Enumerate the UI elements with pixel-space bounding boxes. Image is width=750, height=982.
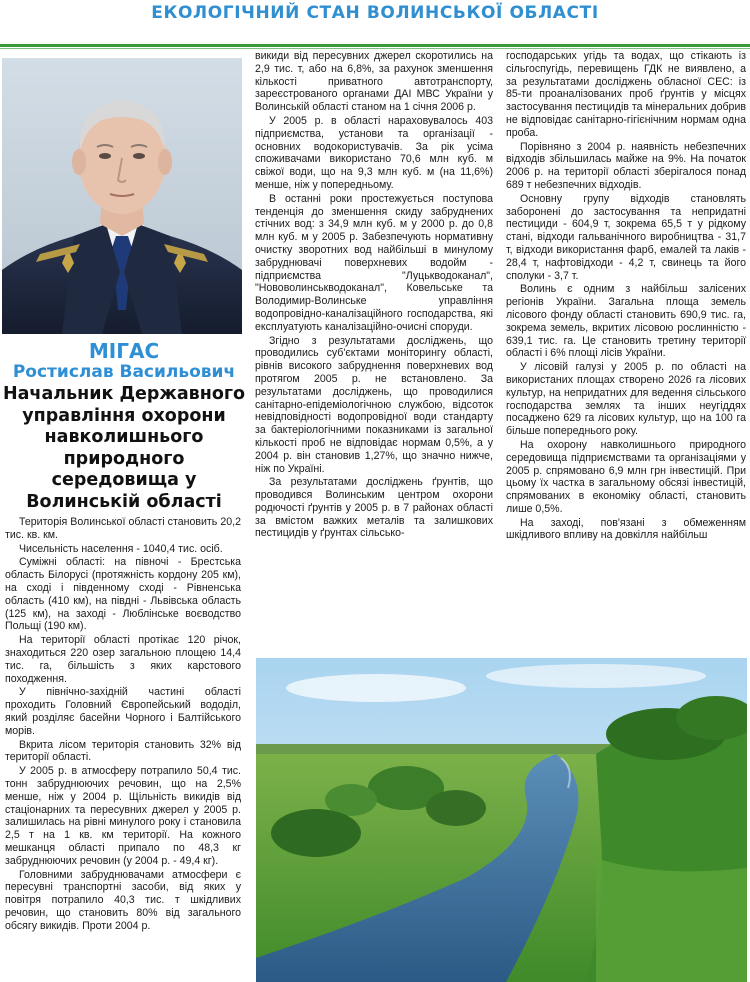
- paragraph: У 2005 р. в атмосферу потрапило 50,4 тис. тонн забруднюючих речовин, що на 2,5% менше, ніж у 2004 р. Щільність викидів від стаціонарних та пересувних джерел у 2005 р. залишилась на рівні минулого року і становила 2,5 т на 1 кв. км території. На кожного мешканця області припало по 48,3 кг забруднюючих речовин (у 2004 р. - 49,4 кг).: [5, 765, 241, 867]
- paragraph: Порівняно з 2004 р. наявність небезпечних відходів збільшилась майже на 9%. На початок 2006 р. на території області зберігалося понад 689 т небезпечних відходів.: [506, 140, 746, 191]
- paragraph: Головними забруднювачами атмосфери є пересувні транспортні засоби, від яких у повітря потрапило 40,3 тис. т шкідливих речовин, що становить 80% від загального обсягу викидів. Проти 2004 р.: [5, 868, 241, 932]
- paragraph: У 2005 р. в області нараховувалось 403 підприємства, установи та організації - основних водокористувачів. За рік усіма споживачами використано 70,6 млн куб. м свіжої води, що на 9,3 млн куб. м (на 11,6%) менше, ніж у попередньому.: [255, 114, 493, 191]
- paragraph: Територія Волинської області становить 20,2 тис. кв. км.: [5, 516, 241, 541]
- header-divider: [0, 44, 750, 47]
- paragraph: На території області протікає 120 річок, знаходиться 220 озер загальною площею 14,4 тис. га, більшість з яких карстового походження.: [5, 634, 241, 685]
- paragraph: У лісовій галузі у 2005 р. по області на використаних площах створено 2026 га лісових культур, на непридатних для ведення сільського господарства землях та інших неугіддях посаджено 629 га лісових культур, що на 100 га більше попереднього року.: [506, 361, 746, 438]
- portrait-photo: [2, 58, 242, 334]
- paragraph: В останні роки простежується поступова тенденція до зменшення скиду забруднених стічних вод: з 34,9 млн куб. м у 2000 р. до 0,8 млн куб. м у 2005 р. Забезпечують нормативну очистку зворотних вод найбільші в минулому забруднювачі поверхневих водойм - підприємства "Луцькводоканал", "Нововолинськводоканал", Ковельське та Володимир-Волинське управління водопровідно-каналізаційного господарства, які експлуатують каналізаційно-очисні споруди.: [255, 192, 493, 333]
- paragraph: Основну групу відходів становлять заборонені до застосування та непридатні пестициди - 604,9 т, зокрема 65,5 т у рідкому стані, відходи гальванічного виробництва - 31,7 т, відходи використання фарб, емалей та лаків - 28,4 т, нафтовідходи - 4,2 т, свинець та його сполуки - 3,7 т.: [506, 192, 746, 282]
- paragraph: На заході, пов'язані з обмеженням шкідливого впливу на довкілля найбільш: [506, 516, 746, 542]
- header-divider-thin: [0, 48, 750, 49]
- paragraph: господарських угідь та водах, що стікають із сільгоспугідь, перевищень ГДК не виявлено, а за результатами досліджень обласної СЕС: із 85-ти проаналізованих проб ґрунтів у місцях застосування пестицидів та мінеральних добрив не відповідає санітарно-гігієнічним нормам одна проба.: [506, 50, 746, 139]
- person-caption: [2, 340, 246, 513]
- person-position: Начальник Державного управління охорони навколишнього природного середовища у Волинській області: [2, 384, 246, 512]
- river-landscape-photo: [256, 658, 747, 982]
- paragraph: викиди від пересувних джерел скоротились на 2,9 тис. т, або на 6,8%, за рахунок зменшення кількості приватного автотранспорту, зареєстрованого органами ДАІ МВС України у Волинській області станом на 1 січня 2006 р.: [255, 50, 493, 114]
- paragraph: На охорону навколишнього природного середовища підприємствами та організаціями у 2005 р. спрямовано 6,9 млн грн інвестицій. При цьому їх частка в загальному обсязі інвестицій, спрямованих в економіку області, становить лише 0,5%.: [506, 438, 746, 515]
- portrait-illustration: [2, 58, 242, 334]
- person-given-names: Ростислав Васильович: [12, 362, 236, 382]
- page-header: [0, 0, 750, 50]
- paragraph: Згідно з результатами досліджень, що проводились суб'єктами моніторингу області, рівнів високого забруднення поверхневих вод протягом 2005 р. не встановлено. За результатами досліджень, що проводилися санітарно-епідеміологічною службою, відсоток невідповідності водопровідної води стандарту за бактеріологічними показниками із загальної кількості проб не відповідає нормам 0,5%, а у 2004 р. він становив 1,27%, що значно нижче, ніж по Україні.: [255, 334, 493, 475]
- person-surname: МІГАС: [88, 339, 160, 363]
- landscape-illustration: [256, 658, 747, 982]
- paragraph: Волинь є одним з найбільш залісених регіонів України. Загальна площа земель лісового фонду області становить 690,9 тис. га, зокрема земель, вкритих лісовою рослинністю - 639,1 тис. га. Це становить третину території області і 6% площі лісів України.: [506, 283, 746, 360]
- article-column-1: [5, 516, 241, 934]
- paragraph: Чисельність населення - 1040,4 тис. осіб.: [19, 542, 223, 555]
- paragraph: Суміжні області: на півночі - Брестська область Білорусі (протяжність кордону 205 км), на сході і південному сході - Рівненська область (410 км), на півдні - Львівська область (125 км), на заході - Люблінське воєводство Польщі (190 км).: [5, 556, 241, 633]
- article-column-3: [506, 50, 746, 650]
- paragraph: За результатами досліджень ґрунтів, що проводився Волинським центром охорони родючості ґрунтів у 2005 р. в 7 районах області за вмістом важких металів та залишкових пестицидів у ґрунтах сільсько-: [255, 476, 493, 540]
- paragraph: У північно-західній частині області проходить Головний Європейський вододіл, який розділяє басейни Чорного і Балтійського морів.: [5, 686, 241, 737]
- page-title: ЕКОЛОГІЧНИЙ СТАН ВОЛИНСЬКОЇ ОБЛАСТІ: [151, 3, 599, 23]
- article-column-2: [255, 50, 493, 650]
- paragraph: Вкрита лісом територія становить 32% від території області.: [5, 738, 241, 764]
